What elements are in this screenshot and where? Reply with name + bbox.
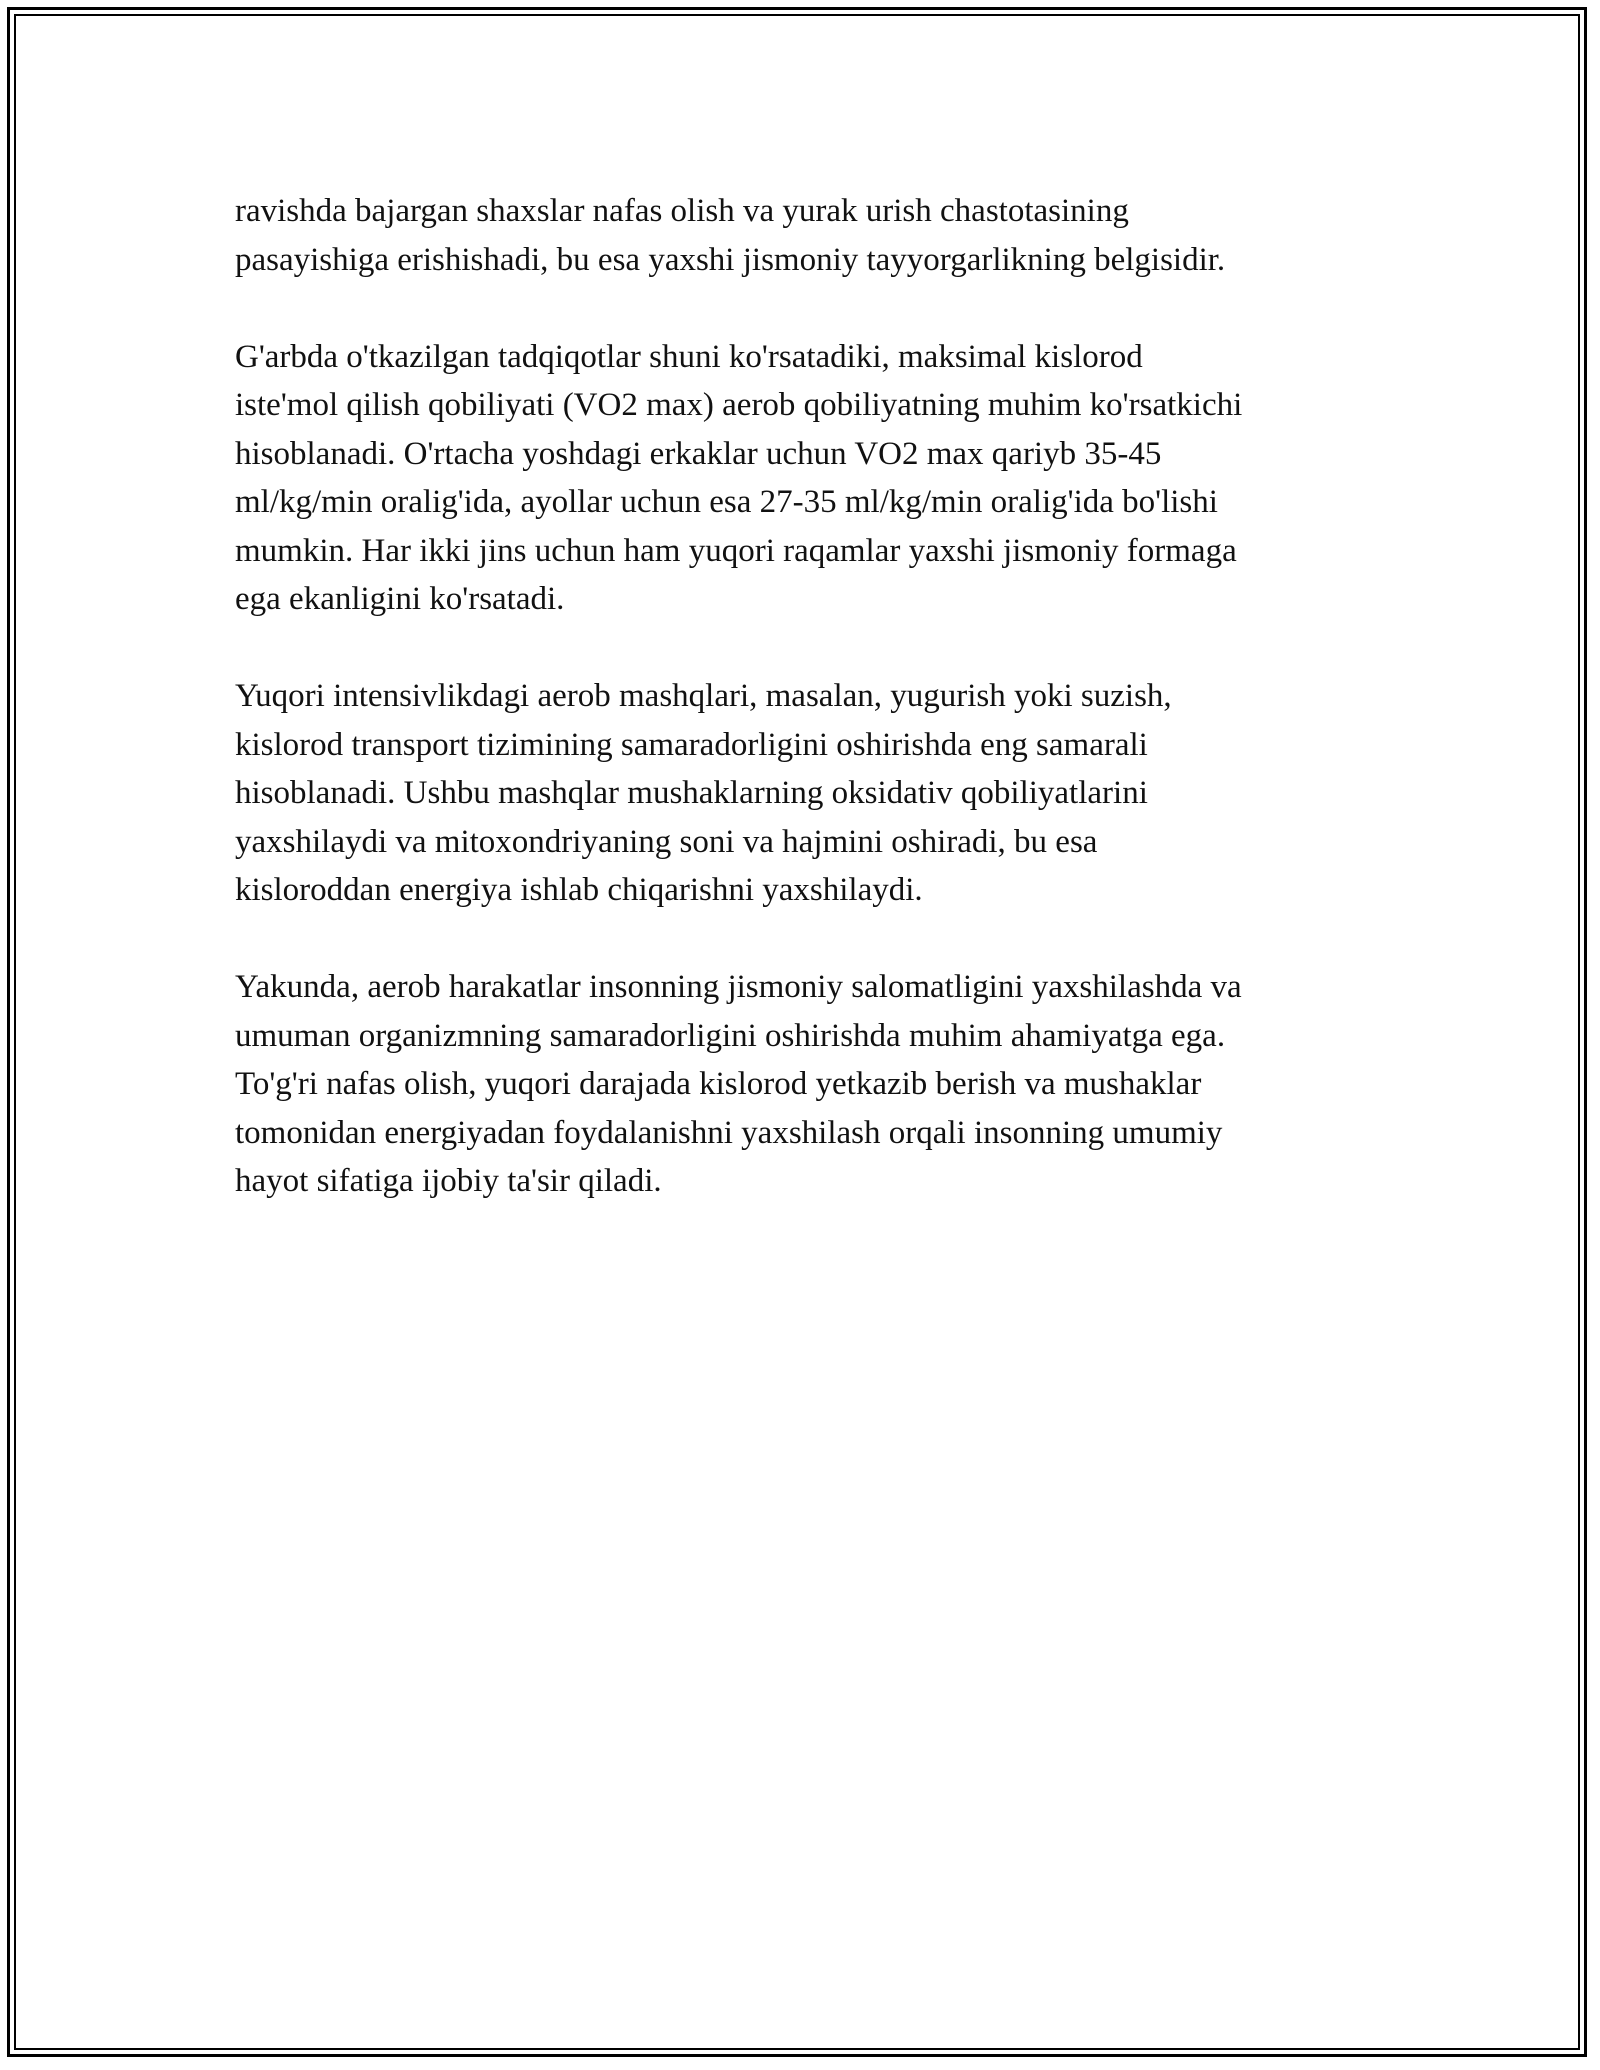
- text-line: ml/kg/min oralig'ida, ayollar uchun esa 27-35 ml/kg/min oralig'ida bo'lishi: [235, 484, 1218, 520]
- text-line: To'g'ri nafas olish, yuqori darajada kislorod yetkazib berish va mushaklar: [235, 1066, 1202, 1102]
- text-line: Yuqori intensivlikdagi aerob mashqlari, masalan, yugurish yoki suzish,: [235, 678, 1172, 714]
- text-line: G'arbda o'tkazilgan tadqiqotlar shuni ko'rsatadiki, maksimal kislorod: [235, 338, 1143, 375]
- document-body: [235, 187, 1375, 1254]
- paragraph-1: [235, 187, 1375, 284]
- text-line: ravishda bajargan shaxslar nafas olish va yurak urish chastotasining: [235, 193, 1129, 229]
- paragraph-3: [235, 672, 1375, 915]
- paragraph-2: [235, 333, 1375, 624]
- text-line: Yakunda, aerob harakatlar insonning jismoniy salomatligini yaxshilashda va: [235, 969, 1242, 1005]
- text-line: umuman organizmning samaradorligini oshirishda muhim ahamiyatga ega.: [235, 1017, 1226, 1054]
- text-line: hisoblanadi. Ushbu mashqlar mushaklarning oksidativ qobiliyatlarini: [235, 775, 1148, 811]
- paragraph-4: [235, 963, 1375, 1206]
- text-line: kisloroddan energiya ishlab chiqarishni yaxshilaydi.: [235, 872, 923, 908]
- text-line: mumkin. Har ikki jins uchun ham yuqori raqamlar yaxshi jismoniy formaga: [235, 532, 1237, 569]
- text-line: pasayishiga erishishadi, bu esa yaxshi jismoniy tayyorgarlikning belgisidir.: [235, 241, 1226, 278]
- text-line: hayot sifatiga ijobiy ta'sir qiladi.: [235, 1163, 662, 1199]
- text-line: iste'mol qilish qobiliyati (VO2 max) aerob qobiliyatning muhim ko'rsatkichi: [235, 387, 1243, 423]
- text-line: hisoblanadi. O'rtacha yoshdagi erkaklar uchun VO2 max qariyb 35-45: [235, 435, 1162, 472]
- text-line: yaxshilaydi va mitoxondriyaning soni va hajmini oshiradi, bu esa: [235, 823, 1098, 860]
- text-line: ega ekanligini ko'rsatadi.: [235, 581, 565, 617]
- text-line: tomonidan energiyadan foydalanishni yaxshilash orqali insonning umumiy: [235, 1114, 1223, 1151]
- text-line: kislorod transport tizimining samaradorligini oshirishda eng samarali: [235, 726, 1148, 763]
